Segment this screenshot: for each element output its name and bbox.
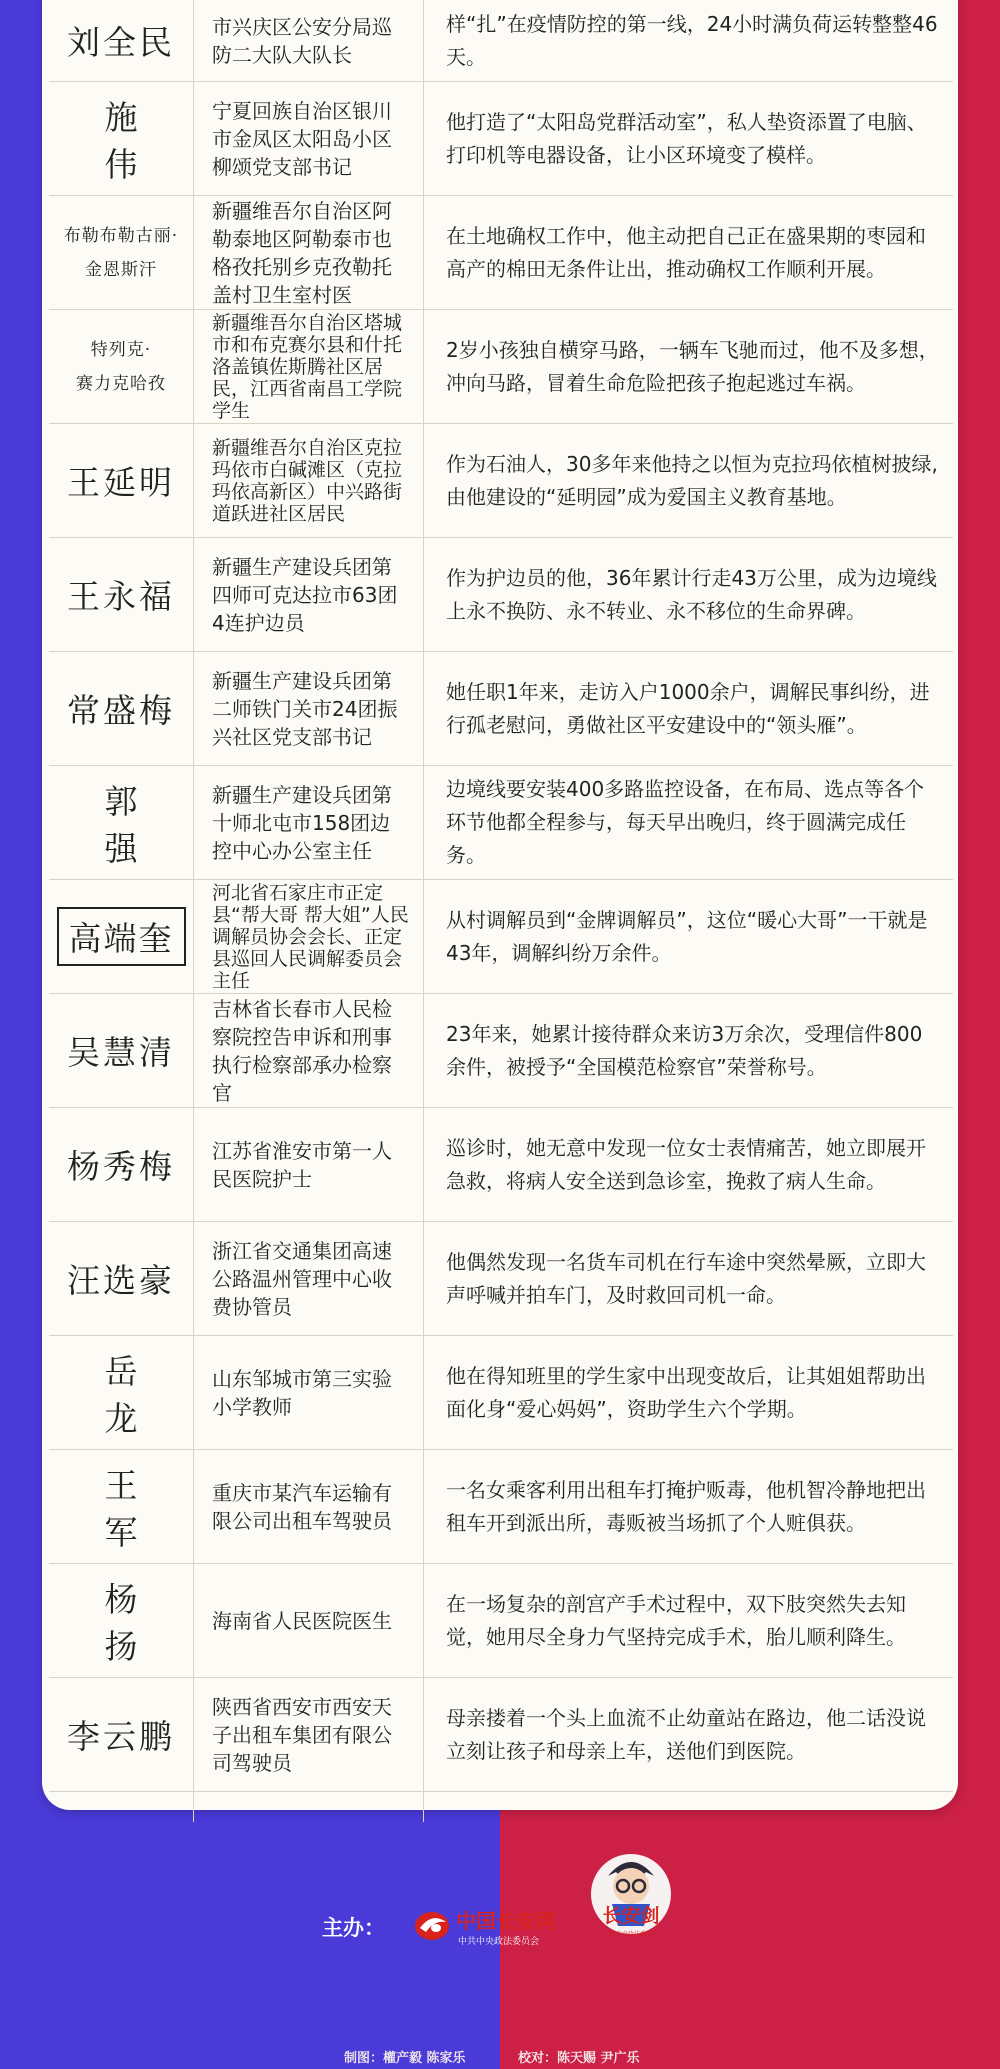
changanjian-logo	[586, 1842, 676, 1956]
table-row	[49, 1678, 953, 1792]
table-row	[49, 82, 953, 196]
honoree-organization: 新疆维吾尔自治区塔城市和布克赛尔县和什托洛盖镇佐斯腾社区居民，江西省南昌工学院学生	[194, 310, 424, 423]
honoree-deed: 母亲搂着一个头上血流不止幼童站在路边，他二话没说立刻让孩子和母亲上车，送他们到医院。	[446, 1705, 926, 1763]
honoree-deed: 在土地确权工作中，他主动把自己正在盛果期的枣园和高产的棉田无条件让出，推动确权工作顺利开展。	[446, 223, 926, 281]
honoree-deed: 在一场复杂的剖宫产手术过程中，双下肢突然失去知觉，她用尽全身力气坚持完成手术，胎儿顺利降生。	[446, 1591, 906, 1649]
logo2-sub: 中共中央政法委员会	[603, 1931, 659, 1938]
table-row	[49, 196, 953, 310]
honoree-organization: 新疆生产建设兵团第四师可克达拉市63团4连护边员	[194, 538, 424, 651]
table-row	[49, 1564, 953, 1678]
honoree-name-line: 金恩斯汗	[85, 259, 157, 280]
credits-proofread: 校对：陈天赐 尹广乐	[518, 2051, 640, 2066]
table-row	[49, 310, 953, 424]
honoree-organization: 市兴庆区公安分局巡防二大队大队长	[194, 0, 424, 81]
honoree-name: 杨秀梅	[49, 1108, 194, 1221]
honoree-name-cell	[49, 880, 194, 993]
empty-cell	[49, 1792, 194, 1822]
honoree-deed: 作为护边员的他，36年累计行走43万公里，成为边境线上永不换防、永不转业、永不移位的生命界碑。	[446, 565, 937, 623]
honoree-deed: 一名女乘客利用出租车打掩护贩毒，他机智冷静地把出租车开到派出所，毒贩被当场抓了个人赃俱获。	[446, 1477, 926, 1535]
honoree-name	[49, 310, 194, 423]
table-row	[49, 766, 953, 880]
honoree-organization: 宁夏回族自治区银川市金凤区太阳岛小区柳颂党支部书记	[194, 82, 424, 195]
logo1-name: 中国长安网	[456, 1909, 556, 1933]
honoree-deed: 23年来，她累计接待群众来访3万余次，受理信件800余件，被授予“全国模范检察官”荣誉称号。	[446, 1021, 923, 1079]
honoree-deed: 他偶然发现一名货车司机在行车途中突然晕厥，立即大声呼喊并拍车门，及时救回司机一命。	[446, 1249, 926, 1307]
honoree-organization: 新疆生产建设兵团第十师北屯市158团边控中心办公室主任	[194, 766, 424, 879]
empty-cell	[194, 1792, 424, 1822]
honoree-name: 吴慧清	[49, 994, 194, 1107]
honoree-deed: 她任职1年来，走访入户1000余户，调解民事纠纷，进行孤老慰问，勇做社区平安建设中的“领头雁”。	[446, 679, 930, 737]
honoree-deed: 作为石油人，30多年来他持之以恒为克拉玛依植树披绿,由他建设的“延明园”成为爱国主义教育基地。	[446, 451, 938, 509]
honoree-organization: 浙江省交通集团高速公路温州管理中心收费协管员	[194, 1222, 424, 1335]
honoree-name: 王永福	[49, 538, 194, 651]
table-row	[49, 880, 953, 994]
honoree-deed: 样“扎”在疫情防控的第一线，24小时满负荷运转整整46天。	[446, 11, 938, 69]
honoree-name: 王军	[49, 1450, 194, 1563]
honoree-deed: 他打造了“太阳岛党群活动室”，私人垫资添置了电脑、打印机等电器设备，让小区环境变了模样。	[446, 109, 927, 167]
honoree-organization: 海南省人民医院医生	[194, 1564, 424, 1677]
honoree-deed: 2岁小孩独自横穿马路，一辆车飞驰而过，他不及多想，冲向马路，冒着生命危险把孩子抱起逃过车祸。	[446, 337, 939, 395]
table-row	[49, 1336, 953, 1450]
honoree-organization: 山东邹城市第三实验小学教师	[194, 1336, 424, 1449]
honoree-name-line: 赛力克哈孜	[76, 373, 166, 394]
honoree-name: 杨扬	[49, 1564, 194, 1677]
table-row	[49, 424, 953, 538]
honoree-name-line: 特列克·	[90, 339, 152, 360]
chinapeace-logo	[412, 1898, 587, 1958]
honoree-name-line: 布勒布勒古丽·	[63, 225, 179, 246]
credits-design: 制图：權产毅 陈家乐	[344, 2051, 466, 2066]
organizer-label: 主办：	[322, 1916, 385, 1940]
honoree-organization: 重庆市某汽车运输有限公司出租车驾驶员	[194, 1450, 424, 1563]
honoree-name: 汪选豪	[49, 1222, 194, 1335]
logo1-sub: 中共中央政法委员会	[458, 1937, 540, 1947]
honoree-name	[49, 196, 194, 309]
honoree-organization: 陕西省西安市西安天子出租车集团有限公司驾驶员	[194, 1678, 424, 1791]
honoree-name: 施伟	[49, 82, 194, 195]
honoree-deed: 巡诊时，她无意中发现一位女士表情痛苦，她立即展开急救，将病人安全送到急诊室，挽救了病人生命。	[446, 1135, 926, 1193]
table-row	[49, 652, 953, 766]
honoree-deed: 边境线要安装400多路监控设备，在布局、选点等各个环节他都全程参与，每天早出晚归，终于圆满完成任务。	[446, 777, 925, 867]
honoree-name: 高端奎	[57, 907, 186, 966]
roster-card	[42, 0, 958, 1810]
honoree-name: 岳龙	[49, 1336, 194, 1449]
honoree-name: 郭强	[49, 766, 194, 879]
honoree-organization: 江苏省淮安市第一人民医院护士	[194, 1108, 424, 1221]
honoree-name: 常盛梅	[49, 652, 194, 765]
honoree-name: 刘全民	[49, 0, 194, 81]
chinapeace-emblem-icon	[412, 1898, 587, 1954]
honoree-organization: 新疆维吾尔自治区阿勒泰地区阿勒泰市也格孜托别乡克孜勒托盖村卫生室村医	[194, 196, 424, 309]
changanjian-mascot-icon	[586, 1842, 676, 1952]
table-row	[49, 538, 953, 652]
honoree-name: 李云鹏	[49, 1678, 194, 1791]
honoree-organization: 吉林省长春市人民检察院控告申诉和刑事执行检察部承办检察官	[194, 994, 424, 1107]
honoree-deed: 从村调解员到“金牌调解员”，这位“暖心大哥”一干就是43年，调解纠纷万余件。	[446, 907, 928, 965]
table-row	[49, 994, 953, 1108]
table-row	[49, 1108, 953, 1222]
logo2-name: 长安剑	[602, 1905, 660, 1927]
table-row-empty	[49, 1792, 953, 1822]
table-row	[49, 0, 953, 82]
honoree-organization: 河北省石家庄市正定县“帮大哥 帮大姐”人民调解员协会会长、正定县巡回人民调解委员会主任	[194, 880, 424, 993]
honoree-name: 王延明	[49, 424, 194, 537]
honoree-deed: 他在得知班里的学生家中出现变故后，让其姐姐帮助出面化身“爱心妈妈”，资助学生六个学期。	[446, 1363, 926, 1421]
table-row	[49, 1450, 953, 1564]
honoree-organization: 新疆生产建设兵团第二师铁门关市24团振兴社区党支部书记	[194, 652, 424, 765]
table-row	[49, 1222, 953, 1336]
honoree-organization: 新疆维吾尔自治区克拉玛依市白碱滩区（克拉玛依高新区）中兴路街道跃进社区居民	[194, 424, 424, 537]
